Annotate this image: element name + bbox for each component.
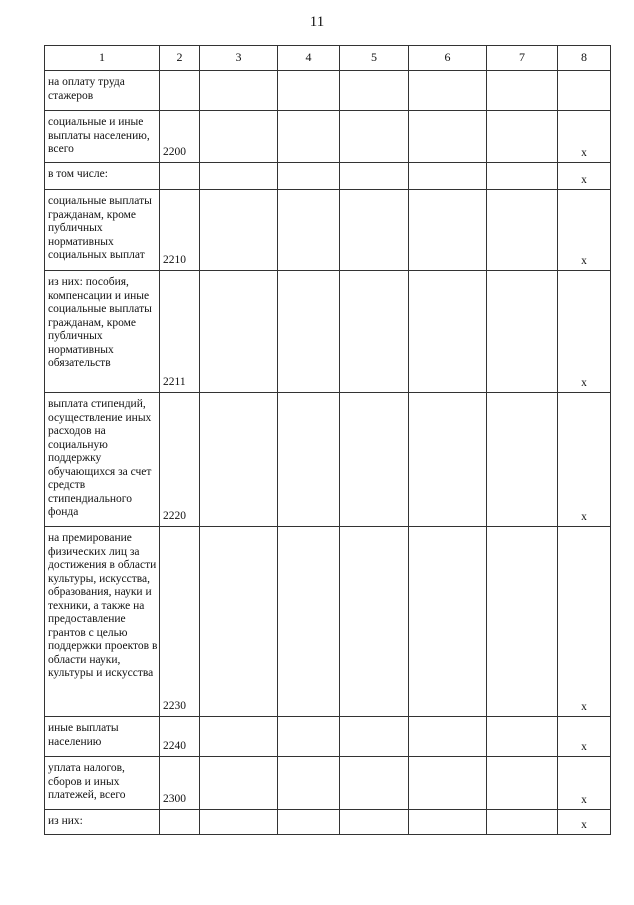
row-code (160, 810, 200, 835)
empty-cell-col-3 (200, 393, 278, 527)
row-label: на премирование физических лиц за достижения в области культуры, искусства, образования, науки и техники, а также на предоставление грантов с целью поддержки проектов в области науки, культуры и искусства (48, 532, 158, 679)
column-header: 6 (409, 46, 487, 71)
row-code: 2210 (160, 190, 200, 271)
row-code: 2211 (160, 271, 200, 393)
empty-cell-col-5 (340, 757, 409, 810)
empty-cell-col-5 (340, 71, 409, 111)
row-code: 2200 (160, 111, 200, 163)
table-row (45, 163, 611, 190)
empty-cell-col-6 (409, 111, 487, 163)
empty-cell-col-4 (278, 393, 340, 527)
empty-cell-col-4 (278, 190, 340, 271)
empty-cell-col-4 (278, 111, 340, 163)
column-header: 8 (558, 46, 611, 71)
row-col8-mark: x (558, 757, 611, 810)
empty-cell-col-5 (340, 271, 409, 393)
row-col8-mark: x (558, 810, 611, 835)
column-header: 5 (340, 46, 409, 71)
empty-cell-col-6 (409, 71, 487, 111)
row-code: 2240 (160, 717, 200, 757)
row-label: выплата стипендий, осуществление иных расходов на социальную поддержку обучающихся за счет средств стипендиального фонда (48, 398, 152, 518)
empty-cell-col-4 (278, 271, 340, 393)
empty-cell-col-7 (487, 163, 558, 190)
row-label-cell (45, 810, 160, 835)
row-col8-mark: x (558, 717, 611, 757)
empty-cell-col-3 (200, 810, 278, 835)
row-label-cell (45, 527, 160, 717)
empty-cell-col-7 (487, 271, 558, 393)
row-label: в том числе: (48, 168, 108, 180)
empty-cell-col-3 (200, 71, 278, 111)
empty-cell-col-6 (409, 163, 487, 190)
empty-cell-col-7 (487, 757, 558, 810)
table-row (45, 757, 611, 810)
empty-cell-col-6 (409, 527, 487, 717)
row-label: социальные и иные выплаты населению, всего (48, 116, 150, 155)
column-header: 7 (487, 46, 558, 71)
row-col8-mark: x (558, 393, 611, 527)
row-label: из них: пособия, компенсации и иные социальные выплаты гражданам, кроме публичных нормативных обязательств (48, 276, 152, 369)
table-row (45, 810, 611, 835)
empty-cell-col-4 (278, 717, 340, 757)
empty-cell-col-5 (340, 111, 409, 163)
table-row (45, 190, 611, 271)
column-header: 1 (45, 46, 160, 71)
row-label: иные выплаты населению (48, 722, 119, 748)
column-header: 4 (278, 46, 340, 71)
table-row (45, 527, 611, 717)
row-col8-mark: x (558, 111, 611, 163)
empty-cell-col-3 (200, 111, 278, 163)
empty-cell-col-7 (487, 111, 558, 163)
row-label: социальные выплаты гражданам, кроме публичных нормативных социальных выплат (48, 195, 152, 261)
empty-cell-col-5 (340, 717, 409, 757)
empty-cell-col-7 (487, 190, 558, 271)
empty-cell-col-7 (487, 71, 558, 111)
empty-cell-col-6 (409, 757, 487, 810)
row-label-cell (45, 190, 160, 271)
empty-cell-col-5 (340, 527, 409, 717)
empty-cell-col-3 (200, 163, 278, 190)
table-row (45, 393, 611, 527)
empty-cell-col-4 (278, 527, 340, 717)
row-col8-mark: x (558, 163, 611, 190)
row-code (160, 163, 200, 190)
row-col8-mark: x (558, 527, 611, 717)
empty-cell-col-7 (487, 810, 558, 835)
row-label-cell (45, 757, 160, 810)
table-row (45, 111, 611, 163)
empty-cell-col-5 (340, 810, 409, 835)
row-col8-mark (558, 71, 611, 111)
row-code (160, 71, 200, 111)
empty-cell-col-6 (409, 393, 487, 527)
table-header-row (45, 46, 611, 71)
empty-cell-col-6 (409, 717, 487, 757)
empty-cell-col-5 (340, 393, 409, 527)
empty-cell-col-6 (409, 810, 487, 835)
row-label-cell (45, 393, 160, 527)
empty-cell-col-3 (200, 190, 278, 271)
row-code: 2300 (160, 757, 200, 810)
empty-cell-col-5 (340, 190, 409, 271)
column-header: 3 (200, 46, 278, 71)
empty-cell-col-5 (340, 163, 409, 190)
row-label-cell (45, 111, 160, 163)
row-label-cell (45, 717, 160, 757)
empty-cell-col-3 (200, 757, 278, 810)
row-label: уплата налогов, сборов и иных платежей, всего (48, 762, 126, 801)
empty-cell-col-3 (200, 527, 278, 717)
row-label-cell (45, 71, 160, 111)
empty-cell-col-6 (409, 190, 487, 271)
row-col8-mark: x (558, 271, 611, 393)
empty-cell-col-7 (487, 717, 558, 757)
table-row (45, 271, 611, 393)
column-header: 2 (160, 46, 200, 71)
empty-cell-col-4 (278, 71, 340, 111)
table-row (45, 71, 611, 111)
row-label-cell (45, 163, 160, 190)
empty-cell-col-3 (200, 271, 278, 393)
empty-cell-col-3 (200, 717, 278, 757)
page-number: 11 (309, 14, 325, 30)
empty-cell-col-4 (278, 757, 340, 810)
empty-cell-col-6 (409, 271, 487, 393)
row-label: из них: (48, 815, 83, 827)
data-table (44, 45, 611, 835)
table-row (45, 717, 611, 757)
empty-cell-col-4 (278, 810, 340, 835)
row-code: 2220 (160, 393, 200, 527)
row-label: на оплату труда стажеров (48, 76, 125, 102)
row-code: 2230 (160, 527, 200, 717)
empty-cell-col-4 (278, 163, 340, 190)
row-col8-mark: x (558, 190, 611, 271)
row-label-cell (45, 271, 160, 393)
empty-cell-col-7 (487, 527, 558, 717)
empty-cell-col-7 (487, 393, 558, 527)
